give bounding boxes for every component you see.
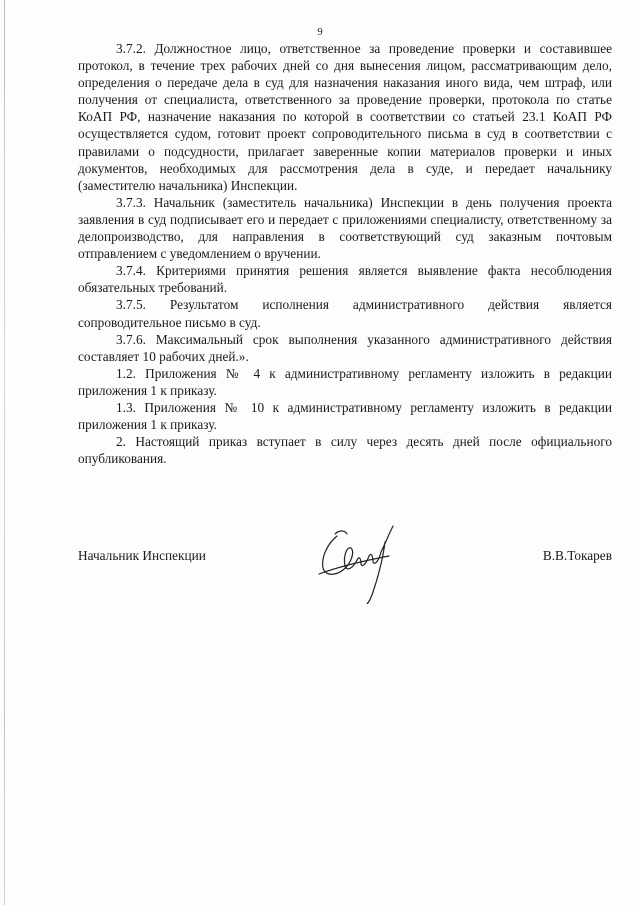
signatory-position: Начальник Инспекции xyxy=(78,548,206,563)
page-number: 9 xyxy=(317,27,323,38)
paragraph-3-7-6: 3.7.6. Максимальный срок выполнения указанного административного действия составляет 10 рабочих дней.». xyxy=(78,331,612,364)
paragraph-3-7-5: 3.7.5. Результатом исполнения административного действия является сопроводительное письмо в суд. xyxy=(78,297,612,330)
paragraph-3-7-4: 3.7.4. Критериями принятия решения является выявление факта несоблюдения обязательных требований. xyxy=(78,263,612,296)
paragraph-3-7-2: 3.7.2. Должностное лицо, ответственное за проведение проверки и составившее протокол, в течение трех рабочих дней со дня вынесения лицом, рассматривающим дело, определения о передаче дела в суд для назначения наказания иного вида, чем штраф, или получения от специалиста, ответственного за проведение проверки, протокола по статье КоАП РФ, назначение наказания по которой в соответствии со статьей 23.1 КоАП РФ осуществляется судом, готовит проект сопроводительного письма в суд в соответствии с правилами о подсудности, прилагает заверенные копии материалов проверки и иных документов, необходимых для рассмотрения дела в суде, и передает начальнику (заместителю начальника) Инспекции. xyxy=(78,41,612,193)
paragraph-3-7-3: 3.7.3. Начальник (заместитель начальника) Инспекции в день получения проекта заявления в суд подписывает его и передает с приложениями специалисту, ответственному за делопроизводство, для направления в соответствующий суд заказным почтовым отправлением с уведомлением о вручении. xyxy=(78,194,612,262)
paragraph-1-2: 1.2. Приложения № 4 к административному регламенту изложить в редакции приложения 1 к приказу. xyxy=(78,365,612,398)
handwritten-signature xyxy=(315,522,405,604)
signatory-name: В.В.Токарев xyxy=(542,548,612,563)
scan-margin-line xyxy=(4,0,5,905)
signature-stroke-main xyxy=(323,536,381,574)
document-body xyxy=(78,40,612,467)
signature-stroke-hook xyxy=(335,531,347,534)
paragraph-1-3: 1.3. Приложения № 10 к административному регламенту изложить в редакции приложения 1 к приказу. xyxy=(78,399,612,433)
paragraph-2: 2. Настоящий приказ вступает в силу через десять дней после официального опубликования. xyxy=(78,434,612,467)
signature-stroke-flourish xyxy=(367,526,393,604)
